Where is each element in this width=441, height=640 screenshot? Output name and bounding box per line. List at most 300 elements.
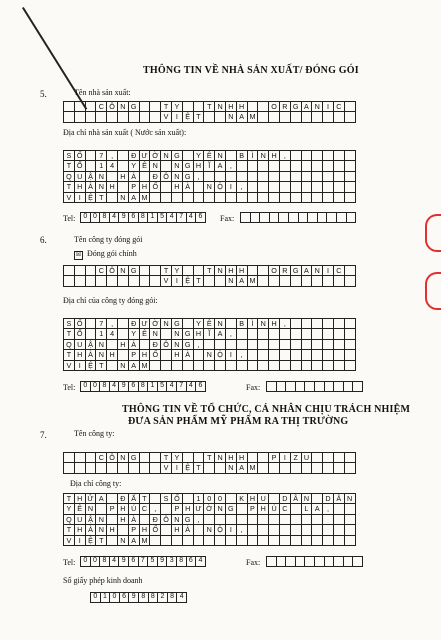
char-box[interactable]: À (85, 349, 97, 360)
char-box[interactable]: N (203, 349, 215, 360)
char-box[interactable]: A (128, 192, 140, 203)
char-box[interactable]: A (236, 275, 248, 286)
char-box[interactable]: Ú (128, 503, 140, 514)
char-box[interactable]: Ê (74, 503, 86, 514)
char-box[interactable]: , (236, 181, 248, 192)
char-box[interactable]: C (333, 265, 345, 276)
char-box[interactable]: T (160, 452, 172, 463)
char-box[interactable]: A (236, 111, 248, 122)
char-box[interactable]: 9 (157, 556, 168, 567)
char-box[interactable]: Ì (247, 318, 259, 329)
char-box[interactable]: Ờ (203, 503, 215, 514)
char-box[interactable]: 5 (157, 212, 168, 223)
char-box[interactable]: Ờ (149, 318, 161, 329)
char-box[interactable]: Ô (160, 339, 172, 350)
char-box[interactable]: 8 (99, 212, 110, 223)
char-box[interactable]: H (225, 265, 237, 276)
char-box[interactable]: V (63, 360, 75, 371)
char-box[interactable]: A (311, 503, 323, 514)
char-box[interactable]: H (117, 503, 129, 514)
char-box[interactable]: , (279, 150, 291, 161)
char-box[interactable]: 0 (90, 212, 101, 223)
char-box[interactable]: Â (290, 493, 302, 504)
char-box[interactable]: À (182, 524, 194, 535)
char-box[interactable]: Q (63, 171, 75, 182)
char-box[interactable] (352, 556, 363, 567)
char-box[interactable]: H (225, 452, 237, 463)
char-box[interactable]: Ê (139, 160, 151, 171)
char-box[interactable] (344, 535, 356, 546)
char-box[interactable]: 4 (166, 381, 177, 392)
char-box[interactable]: Đ (149, 171, 161, 182)
char-box[interactable]: N (95, 181, 107, 192)
char-box[interactable] (344, 275, 356, 286)
char-box[interactable]: Ệ (85, 360, 97, 371)
char-box[interactable] (344, 462, 356, 473)
char-box[interactable]: T (203, 101, 215, 112)
char-box[interactable]: N (171, 171, 183, 182)
char-box[interactable]: N (214, 318, 226, 329)
char-box[interactable]: Ĩ (203, 328, 215, 339)
char-box[interactable]: 5 (157, 381, 168, 392)
char-box[interactable]: H (257, 503, 269, 514)
char-box[interactable]: Ố (74, 150, 86, 161)
char-box[interactable]: M (139, 535, 151, 546)
char-box[interactable]: Ố (171, 493, 183, 504)
char-box[interactable] (352, 381, 363, 392)
char-box[interactable]: V (63, 535, 75, 546)
char-box[interactable]: H (117, 171, 129, 182)
char-box[interactable]: , (193, 514, 205, 525)
char-box[interactable]: V (160, 111, 172, 122)
char-box[interactable]: N (225, 275, 237, 286)
char-box[interactable]: 7 (95, 150, 107, 161)
char-box[interactable]: 5 (147, 556, 158, 567)
char-box[interactable]: Ư (139, 318, 151, 329)
char-box[interactable]: Ô (106, 265, 118, 276)
char-box[interactable]: Ư (139, 150, 151, 161)
char-box[interactable]: O (268, 265, 280, 276)
char-box[interactable]: Ệ (182, 275, 194, 286)
char-box[interactable]: N (214, 265, 226, 276)
char-box[interactable]: 9 (118, 381, 129, 392)
char-box[interactable]: S (160, 493, 172, 504)
char-box[interactable]: 6 (128, 381, 139, 392)
char-box[interactable]: S (63, 318, 75, 329)
char-box[interactable]: H (171, 524, 183, 535)
char-box[interactable]: T (95, 535, 107, 546)
char-box[interactable]: N (311, 101, 323, 112)
char-box[interactable]: P (106, 503, 118, 514)
char-box[interactable]: Ử (85, 493, 97, 504)
char-box[interactable]: Ổ (74, 160, 86, 171)
char-box[interactable]: U (74, 171, 86, 182)
char-box[interactable]: Ộ (214, 181, 226, 192)
char-box[interactable]: A (236, 462, 248, 473)
char-box[interactable]: N (117, 101, 129, 112)
char-box[interactable]: Ê (139, 328, 151, 339)
char-box[interactable]: N (160, 318, 172, 329)
char-box[interactable]: V (63, 192, 75, 203)
char-box[interactable]: A (214, 160, 226, 171)
char-box[interactable]: T (95, 360, 107, 371)
char-box[interactable]: T (63, 181, 75, 192)
char-box[interactable]: Ộ (214, 524, 226, 535)
char-box[interactable]: G (171, 150, 183, 161)
char-box[interactable]: H (193, 328, 205, 339)
char-box[interactable]: A (128, 535, 140, 546)
char-box[interactable]: À (85, 181, 97, 192)
char-box[interactable]: H (74, 349, 86, 360)
char-box[interactable] (344, 111, 356, 122)
char-box[interactable] (346, 212, 357, 223)
char-box[interactable]: M (139, 192, 151, 203)
char-box[interactable]: P (171, 503, 183, 514)
char-box[interactable]: , (225, 328, 237, 339)
char-box[interactable]: H (171, 181, 183, 192)
char-box[interactable]: H (268, 150, 280, 161)
char-box[interactable]: Q (63, 339, 75, 350)
char-box[interactable]: P (128, 181, 140, 192)
char-box[interactable]: A (214, 328, 226, 339)
char-box[interactable]: M (139, 360, 151, 371)
char-box[interactable]: T (193, 462, 205, 473)
char-box[interactable]: À (85, 524, 97, 535)
char-box[interactable]: 3 (166, 556, 177, 567)
char-box[interactable]: , (236, 349, 248, 360)
char-box[interactable]: 1 (100, 592, 111, 603)
char-box[interactable]: I (171, 462, 183, 473)
char-box[interactable]: 1 (95, 160, 107, 171)
char-box[interactable]: Ệ (85, 535, 97, 546)
char-box[interactable]: N (95, 514, 107, 525)
char-box[interactable]: Y (128, 160, 140, 171)
char-box[interactable]: S (63, 150, 75, 161)
char-box[interactable]: Ố (149, 181, 161, 192)
char-box[interactable]: Đ (149, 339, 161, 350)
char-box[interactable]: 7 (95, 318, 107, 329)
char-box[interactable]: N (225, 462, 237, 473)
char-box[interactable]: 4 (195, 556, 206, 567)
char-box[interactable]: À (182, 181, 194, 192)
checkbox-checked-icon[interactable]: ☒ (75, 252, 82, 258)
char-box[interactable]: Đ (149, 514, 161, 525)
char-box[interactable]: Y (193, 150, 205, 161)
char-box[interactable]: N (117, 360, 129, 371)
char-box[interactable]: G (182, 171, 194, 182)
char-box[interactable]: H (193, 160, 205, 171)
char-box[interactable]: C (139, 503, 151, 514)
char-box[interactable]: 6 (186, 556, 197, 567)
char-box[interactable]: Đ (128, 150, 140, 161)
char-box[interactable]: M (247, 275, 259, 286)
char-box[interactable]: M (247, 462, 259, 473)
char-box[interactable]: I (322, 101, 334, 112)
char-box[interactable]: H (74, 524, 86, 535)
char-box[interactable]: H (182, 503, 194, 514)
char-box[interactable]: N (344, 493, 356, 504)
char-box[interactable]: N (117, 535, 129, 546)
char-box[interactable]: I (74, 192, 86, 203)
char-box[interactable]: 9 (118, 212, 129, 223)
char-box[interactable]: T (203, 452, 215, 463)
char-box[interactable]: H (117, 339, 129, 350)
char-box[interactable]: K (236, 493, 248, 504)
char-box[interactable]: T (63, 328, 75, 339)
char-box[interactable]: G (182, 160, 194, 171)
char-box[interactable]: 1 (193, 493, 205, 504)
char-box[interactable]: T (203, 265, 215, 276)
char-box[interactable]: Y (171, 265, 183, 276)
char-box[interactable]: O (268, 101, 280, 112)
char-box[interactable]: Ê (203, 150, 215, 161)
char-box[interactable]: N (214, 150, 226, 161)
char-box[interactable]: I (279, 452, 291, 463)
char-box[interactable]: N (257, 318, 269, 329)
char-box[interactable]: Ô (106, 452, 118, 463)
char-box[interactable]: 7 (138, 556, 149, 567)
char-box[interactable]: H (74, 493, 86, 504)
char-box[interactable]: 4 (186, 381, 197, 392)
char-box[interactable]: N (95, 171, 107, 182)
char-box[interactable]: 8 (99, 556, 110, 567)
char-box[interactable]: 4 (166, 212, 177, 223)
char-box[interactable]: C (95, 452, 107, 463)
char-box[interactable]: T (193, 275, 205, 286)
char-box[interactable]: Ô (160, 514, 172, 525)
char-box[interactable]: N (160, 150, 172, 161)
char-box[interactable]: À (128, 339, 140, 350)
char-box[interactable]: Ư (193, 503, 205, 514)
char-box[interactable]: N (95, 339, 107, 350)
char-box[interactable]: , (236, 524, 248, 535)
char-box[interactable]: 7 (176, 212, 187, 223)
char-box[interactable]: N (225, 111, 237, 122)
char-box[interactable]: N (85, 503, 97, 514)
char-box[interactable]: Ộ (214, 349, 226, 360)
char-box[interactable]: T (95, 192, 107, 203)
char-box[interactable]: I (225, 524, 237, 535)
char-box[interactable]: 8 (148, 592, 159, 603)
char-box[interactable]: M (247, 111, 259, 122)
char-box[interactable]: U (74, 514, 86, 525)
char-box[interactable]: H (236, 265, 248, 276)
char-box[interactable]: L (301, 503, 313, 514)
char-box[interactable]: N (149, 160, 161, 171)
char-box[interactable]: V (160, 462, 172, 473)
char-box[interactable]: , (193, 171, 205, 182)
char-box[interactable]: U (301, 452, 313, 463)
char-box[interactable]: Y (63, 503, 75, 514)
char-box[interactable]: Ố (149, 524, 161, 535)
char-box[interactable]: Ô (160, 171, 172, 182)
char-box[interactable]: 0 (90, 592, 101, 603)
char-box[interactable]: 0 (214, 493, 226, 504)
char-box[interactable]: Ĩ (203, 160, 215, 171)
char-box[interactable]: Ệ (182, 462, 194, 473)
char-box[interactable]: U (257, 493, 269, 504)
char-box[interactable]: H (139, 349, 151, 360)
char-box[interactable]: À (128, 514, 140, 525)
char-box[interactable]: 8 (138, 381, 149, 392)
char-box[interactable]: N (171, 339, 183, 350)
char-box[interactable]: 6 (195, 381, 206, 392)
char-box[interactable]: T (63, 160, 75, 171)
char-box[interactable] (344, 360, 356, 371)
char-box[interactable]: 6 (195, 212, 206, 223)
char-box[interactable]: G (128, 101, 140, 112)
char-box[interactable]: I (171, 111, 183, 122)
char-box[interactable]: N (257, 150, 269, 161)
char-box[interactable]: À (182, 349, 194, 360)
char-box[interactable]: G (182, 328, 194, 339)
char-box[interactable]: A (301, 101, 313, 112)
char-box[interactable]: I (322, 265, 334, 276)
char-box[interactable]: P (128, 524, 140, 535)
char-box[interactable]: 4 (106, 328, 118, 339)
char-box[interactable]: Đ (117, 493, 129, 504)
char-box[interactable]: G (225, 503, 237, 514)
char-box[interactable]: Ố (149, 349, 161, 360)
char-box[interactable]: Đ (128, 318, 140, 329)
char-box[interactable]: 8 (138, 212, 149, 223)
char-box[interactable]: I (225, 349, 237, 360)
char-box[interactable]: Ấ (128, 493, 140, 504)
char-box[interactable]: 0 (90, 556, 101, 567)
char-box[interactable]: Ê (203, 318, 215, 329)
char-box[interactable]: T (63, 349, 75, 360)
char-box[interactable]: 0 (90, 381, 101, 392)
char-box[interactable]: 2 (157, 592, 168, 603)
char-box[interactable]: , (106, 150, 118, 161)
char-box[interactable]: N (171, 328, 183, 339)
char-box[interactable]: 4 (109, 212, 120, 223)
char-box[interactable]: 8 (99, 381, 110, 392)
char-box[interactable]: H (171, 349, 183, 360)
char-box[interactable]: H (106, 349, 118, 360)
char-box[interactable]: A (95, 493, 107, 504)
char-box[interactable]: V (160, 275, 172, 286)
char-box[interactable]: N (214, 452, 226, 463)
char-box[interactable]: R (279, 101, 291, 112)
char-box[interactable]: , (149, 503, 161, 514)
char-box[interactable]: N (214, 101, 226, 112)
char-box[interactable]: 1 (147, 212, 158, 223)
char-box[interactable]: D (322, 493, 334, 504)
char-box[interactable]: Ờ (149, 150, 161, 161)
char-box[interactable]: N (171, 160, 183, 171)
char-box[interactable]: N (117, 192, 129, 203)
char-box[interactable]: Y (128, 328, 140, 339)
char-box[interactable]: Y (193, 318, 205, 329)
char-box[interactable]: Ô (106, 101, 118, 112)
char-box[interactable]: N (171, 514, 183, 525)
char-box[interactable]: T (193, 111, 205, 122)
char-box[interactable]: Ố (74, 318, 86, 329)
char-box[interactable]: 6 (128, 212, 139, 223)
char-box[interactable]: T (63, 524, 75, 535)
char-box[interactable]: Ậ (85, 339, 97, 350)
char-box[interactable]: 6 (128, 556, 139, 567)
char-box[interactable]: P (268, 452, 280, 463)
char-box[interactable]: 0 (80, 556, 91, 567)
char-box[interactable]: , (225, 160, 237, 171)
char-box[interactable]: Ệ (85, 192, 97, 203)
char-box[interactable]: I (171, 275, 183, 286)
char-box[interactable]: H (236, 452, 248, 463)
char-box[interactable]: 0 (109, 592, 120, 603)
char-box[interactable]: I (225, 181, 237, 192)
char-box[interactable]: , (193, 339, 205, 350)
char-box[interactable]: 0 (80, 381, 91, 392)
char-box[interactable]: H (106, 181, 118, 192)
char-box[interactable]: 4 (186, 212, 197, 223)
char-box[interactable]: 7 (176, 381, 187, 392)
char-box[interactable]: Ệ (182, 111, 194, 122)
char-box[interactable]: N (149, 328, 161, 339)
char-box[interactable]: 9 (128, 592, 139, 603)
char-box[interactable]: U (74, 339, 86, 350)
char-box[interactable]: Â (333, 493, 345, 504)
char-box[interactable]: Ú (268, 503, 280, 514)
char-box[interactable]: N (203, 524, 215, 535)
char-box[interactable]: G (128, 452, 140, 463)
char-box[interactable]: R (279, 265, 291, 276)
char-box[interactable]: 8 (138, 592, 149, 603)
char-box[interactable]: G (182, 339, 194, 350)
char-box[interactable]: D (279, 493, 291, 504)
char-box[interactable]: C (279, 503, 291, 514)
char-box[interactable]: H (236, 101, 248, 112)
char-box[interactable]: H (225, 101, 237, 112)
char-box[interactable]: H (268, 318, 280, 329)
char-box[interactable]: I (74, 360, 86, 371)
char-box[interactable]: Y (171, 452, 183, 463)
char-box[interactable]: 8 (167, 592, 178, 603)
char-box[interactable] (344, 192, 356, 203)
char-box[interactable]: C (95, 101, 107, 112)
char-box[interactable]: 1 (147, 381, 158, 392)
char-box[interactable]: B (236, 150, 248, 161)
char-box[interactable]: N (301, 493, 313, 504)
char-box[interactable]: H (247, 493, 259, 504)
char-box[interactable]: G (290, 101, 302, 112)
char-box[interactable]: T (160, 265, 172, 276)
char-box[interactable]: B (236, 318, 248, 329)
char-box[interactable]: Y (171, 101, 183, 112)
char-box[interactable]: H (139, 524, 151, 535)
char-box[interactable]: 9 (118, 556, 129, 567)
char-box[interactable]: 1 (95, 328, 107, 339)
char-box[interactable]: H (74, 181, 86, 192)
char-box[interactable]: T (160, 101, 172, 112)
char-box[interactable]: A (128, 360, 140, 371)
char-box[interactable]: C (333, 101, 345, 112)
char-box[interactable]: N (311, 265, 323, 276)
char-box[interactable]: G (128, 265, 140, 276)
char-box[interactable]: 4 (106, 160, 118, 171)
char-box[interactable]: Q (63, 514, 75, 525)
char-box[interactable]: I (74, 535, 86, 546)
char-box[interactable]: N (214, 503, 226, 514)
char-box[interactable]: Ậ (85, 514, 97, 525)
char-box[interactable]: 8 (176, 556, 187, 567)
char-box[interactable]: , (106, 318, 118, 329)
char-box[interactable]: C (95, 265, 107, 276)
char-box[interactable]: À (128, 171, 140, 182)
char-box[interactable]: 4 (109, 381, 120, 392)
char-box[interactable]: N (95, 349, 107, 360)
